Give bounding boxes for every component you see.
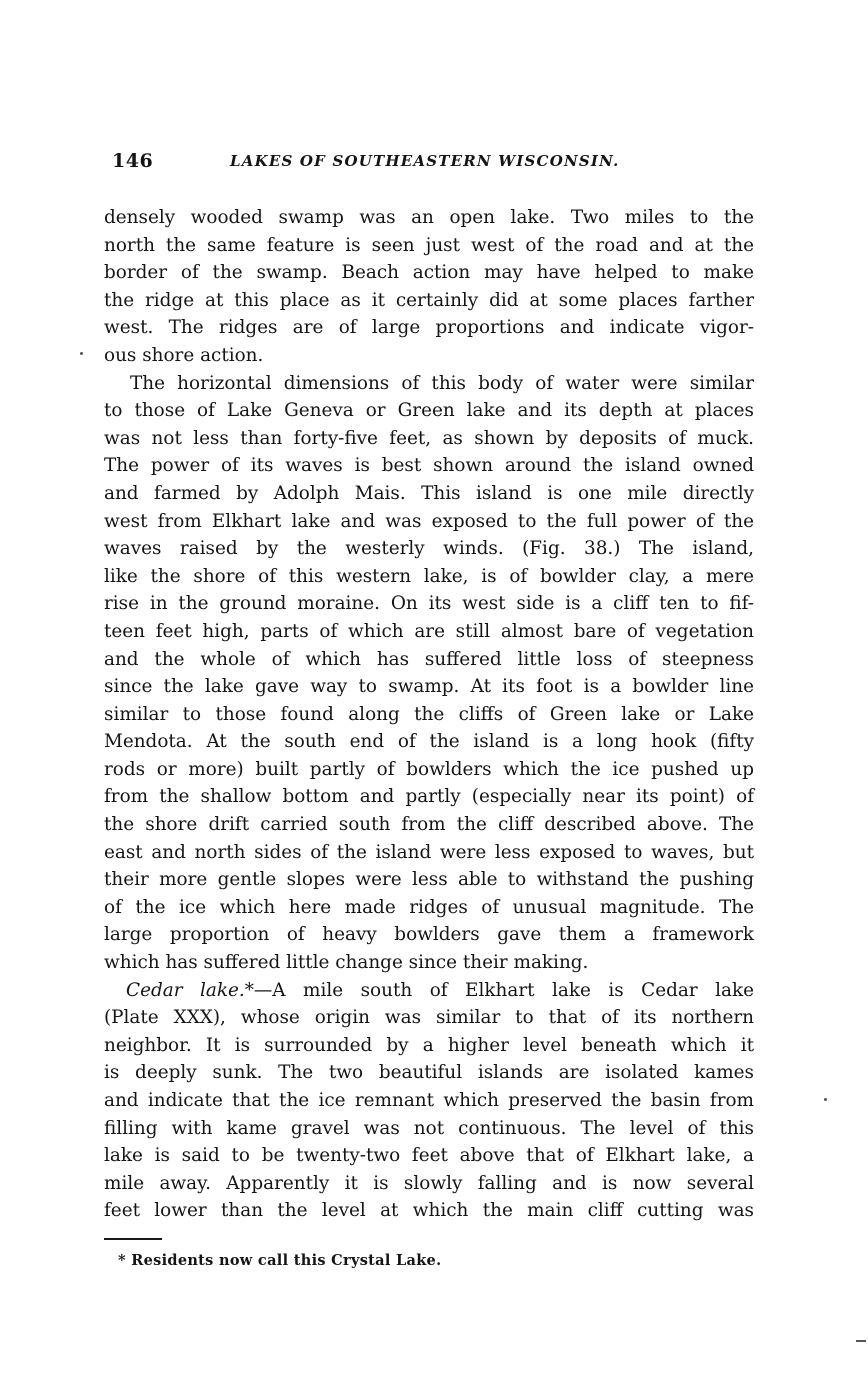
text-line: east and north sides of the island were less exposed to waves, but xyxy=(104,841,754,863)
scan-speck xyxy=(80,352,83,355)
text-line: The power of its waves is best shown around the island owned xyxy=(104,455,754,477)
text-line: was not less than forty-five feet, as shown by deposits of muck. xyxy=(104,427,754,449)
text-line: which has suffered little change since their making. xyxy=(104,952,589,974)
text-line: border of the swamp. Beach action may have helped to make xyxy=(104,262,754,284)
text-line: (Plate XXX), whose origin was similar to that of its northern xyxy=(104,1007,754,1029)
text-line: filling with kame gravel was not continuous. The level of this xyxy=(104,1117,754,1139)
footnote: * Residents now call this Crystal Lake. xyxy=(118,1252,442,1269)
text-line: and indicate that the ice remnant which preserved the basin from xyxy=(104,1090,754,1111)
text-line: large proportion of heavy bowlders gave them a framework xyxy=(104,924,754,946)
text-line: west from Elkhart lake and was exposed to the full power of the xyxy=(104,510,754,532)
text-line: waves raised by the westerly winds. (Fig. 38.) The island, xyxy=(104,538,754,560)
text-line: the ridge at this place as it certainly did at some places farther xyxy=(104,289,754,311)
text-line: their more gentle slopes were less able to withstand the pushing xyxy=(104,869,754,891)
text-line: north the same feature is seen just west of the road and at the xyxy=(104,234,754,256)
scan-speck xyxy=(856,1340,866,1342)
cedar-lake-heading: Cedar lake.* xyxy=(126,979,254,1001)
running-head: LAKES OF SOUTHEASTERN WISCONSIN. xyxy=(230,152,620,170)
text-line: Mendota. At the south end of the island is a long hook (fifty xyxy=(104,731,754,753)
text-line: feet lower than the level at which the main cliff cutting was xyxy=(104,1200,754,1222)
text-line: and the whole of which has suffered little loss of steepness xyxy=(104,648,754,670)
text-line: like the shore of this western lake, is of bowlder clay, a mere xyxy=(104,565,754,587)
text-line: teen feet high, parts of which are still almost bare of vegetation xyxy=(104,620,754,642)
page-header xyxy=(112,150,752,178)
cedar-lake-text: —A mile south of Elkhart lake is Cedar lake xyxy=(253,979,754,1001)
text-line: densely wooded swamp was an open lake. Two miles to the xyxy=(104,207,754,228)
footnote-rule xyxy=(104,1238,162,1240)
page-number: 146 xyxy=(112,150,154,172)
scan-speck xyxy=(824,1098,827,1101)
text-line: mile away. Apparently it is slowly falling and is now several xyxy=(104,1172,754,1194)
text-line: west. The ridges are of large proportions and indicate vigor- xyxy=(104,317,754,339)
text-line: to those of Lake Geneva or Green lake and its depth at places xyxy=(104,400,754,422)
text-line: the shore drift carried south from the cliff described above. The xyxy=(104,814,754,836)
text-line: since the lake gave way to swamp. At its foot is a bowlder line xyxy=(104,676,754,698)
text-line-cedar-lake xyxy=(104,977,754,1005)
text-line: neighbor. It is surrounded by a higher level beneath which it xyxy=(104,1034,754,1056)
text-line: rods or more) built partly of bowlders which the ice pushed up xyxy=(104,758,754,780)
body-text xyxy=(104,204,754,1225)
text-line: The horizontal dimensions of this body of water were similar xyxy=(130,372,754,394)
text-line: similar to those found along the cliffs of Green lake or Lake xyxy=(104,703,754,725)
text-line: is deeply sunk. The two beautiful islands are isolated kames xyxy=(104,1062,754,1084)
text-line: of the ice which here made ridges of unusual magnitude. The xyxy=(104,896,754,918)
text-line: rise in the ground moraine. On its west side is a cliff ten to fif- xyxy=(104,593,754,615)
text-line: and farmed by Adolph Mais. This island is one mile directly xyxy=(104,482,754,504)
text-line: ous shore action. xyxy=(104,344,264,366)
text-line: lake is said to be twenty-two feet above that of Elkhart lake, a xyxy=(104,1145,754,1167)
text-line: from the shallow bottom and partly (especially near its point) of xyxy=(104,786,754,808)
